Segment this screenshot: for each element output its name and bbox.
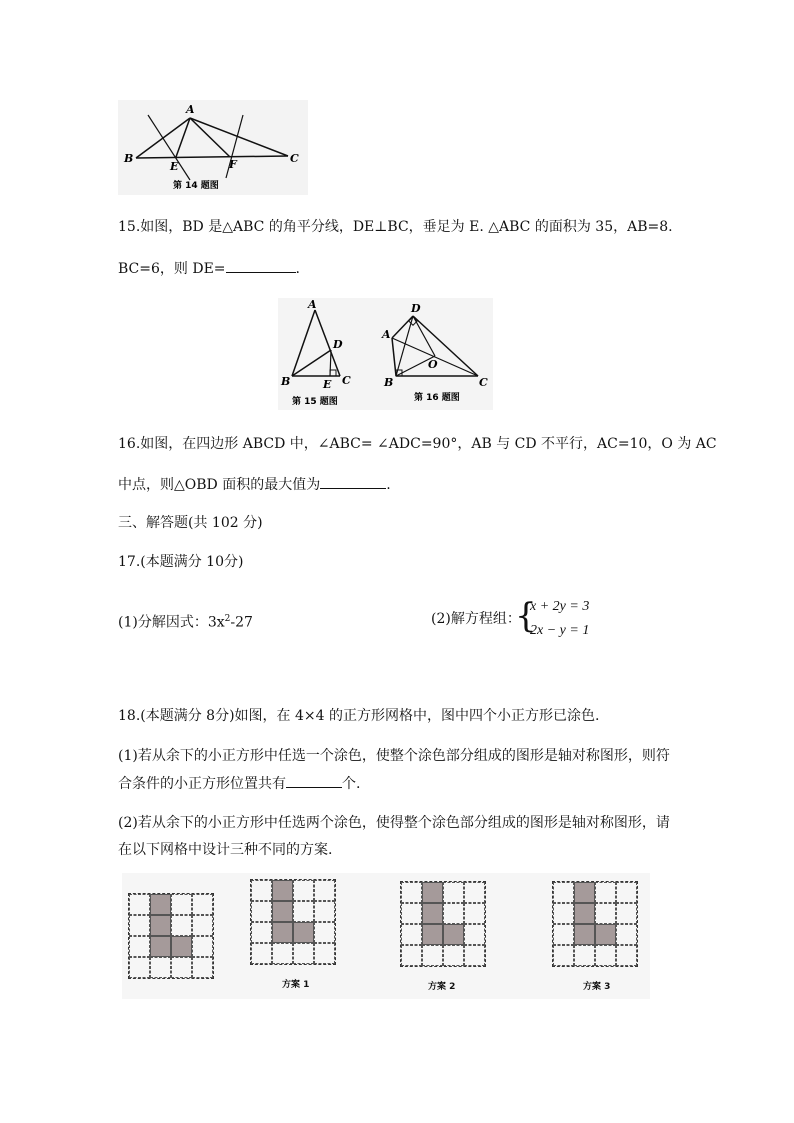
section3-title: 三、解答题(共 102 分)	[118, 515, 263, 531]
grid-cell-shaded[interactable]	[272, 880, 293, 901]
grid-cell	[192, 936, 213, 957]
fig16-label-o: O	[428, 358, 438, 371]
fig15-label-d: D	[333, 338, 343, 351]
grid-cell[interactable]	[616, 903, 637, 924]
fig14-label-b: B	[124, 152, 134, 165]
grid-cell-shaded[interactable]	[443, 924, 464, 945]
q17-part1	[118, 609, 253, 633]
grid-cell	[171, 957, 192, 978]
fig15-label-e: E	[323, 378, 332, 391]
grid-cell[interactable]	[401, 882, 422, 903]
q17-equation-2: 2x − y = 1	[530, 623, 590, 638]
q18-p1-line2-text: 合条件的小正方形位置共有	[118, 776, 286, 792]
q16-line2-end: .	[386, 477, 391, 493]
grid-cell[interactable]	[616, 882, 637, 903]
grid-original	[128, 893, 214, 979]
grid-scheme-2[interactable]	[400, 881, 486, 967]
grid-scheme-1[interactable]	[250, 879, 336, 965]
fig16-label-d: D	[411, 302, 421, 315]
q18-header: 18.(本题满分 8分)如图，在 4×4 的正方形网格中，图中四个小正方形已涂色.	[118, 708, 600, 724]
scheme-2-caption: 方案 2	[428, 982, 456, 992]
q18-answer-blank[interactable]	[286, 773, 342, 788]
q17-equation-1: x + 2y = 3	[530, 599, 590, 614]
grid-cell[interactable]	[422, 945, 443, 966]
grid-cell[interactable]	[401, 903, 422, 924]
fig15-label-c: C	[342, 374, 351, 387]
fig14-label-e: E	[170, 160, 179, 173]
grid-cell	[192, 915, 213, 936]
grid-cell-shaded[interactable]	[272, 901, 293, 922]
q18-p2-line1: (2)若从余下的小正方形中任选两个涂色，使得整个涂色部分组成的图形是轴对称图形，请	[118, 815, 670, 831]
q16-line2-text: 中点，则△OBD 面积的最大值为	[118, 477, 321, 493]
grid-cell-shaded	[171, 936, 192, 957]
fig16-label-c: C	[479, 376, 488, 389]
grid-cell[interactable]	[595, 945, 616, 966]
fig15-label-a: A	[308, 298, 317, 311]
grid-cell[interactable]	[443, 882, 464, 903]
grid-cell[interactable]	[314, 901, 335, 922]
grid-cell[interactable]	[314, 922, 335, 943]
grid-cell[interactable]	[251, 901, 272, 922]
figure-15-16	[278, 298, 493, 410]
grid-cell[interactable]	[553, 903, 574, 924]
grid-cell	[129, 936, 150, 957]
fig14-label-a: A	[186, 103, 195, 116]
q16-line2	[118, 474, 391, 495]
fig14-label-f: F	[229, 158, 237, 171]
grid-cell[interactable]	[293, 880, 314, 901]
grid-cell[interactable]	[616, 924, 637, 945]
grid-cell[interactable]	[553, 924, 574, 945]
grid-cell[interactable]	[251, 943, 272, 964]
q17-part1-exponent: 2	[224, 614, 231, 624]
grid-cell-shaded	[150, 894, 171, 915]
grid-cell	[171, 915, 192, 936]
q15-line2	[118, 258, 300, 279]
fig15-label-b: B	[281, 375, 291, 388]
q15-line2-text: BC=6，则 DE=	[118, 261, 226, 277]
grid-cell[interactable]	[574, 945, 595, 966]
q18-p1-line1: (1)若从余下的小正方形中任选一个涂色，使整个涂色部分组成的图形是轴对称图形，则符	[118, 748, 670, 764]
grid-cell[interactable]	[464, 945, 485, 966]
grid-cell[interactable]	[293, 943, 314, 964]
grid-cell[interactable]	[616, 945, 637, 966]
q18-p1-line2-end: 个.	[342, 776, 361, 792]
grid-cell[interactable]	[595, 882, 616, 903]
grid-cell	[150, 957, 171, 978]
fig14-caption: 第 14 题图	[173, 181, 219, 191]
fig16-caption: 第 16 题图	[414, 393, 460, 403]
grid-cell[interactable]	[314, 880, 335, 901]
q18-p1-line2	[118, 773, 360, 794]
grid-cell[interactable]	[251, 880, 272, 901]
grid-cell-shaded[interactable]	[272, 922, 293, 943]
equation-brace: {	[515, 596, 537, 636]
fig15-caption: 第 15 题图	[292, 397, 338, 407]
q17-part1-label: (1)分解因式：3x	[118, 614, 225, 631]
grid-cell	[171, 894, 192, 915]
grid-cell[interactable]	[464, 924, 485, 945]
grid-cell[interactable]	[595, 903, 616, 924]
q17-part1-tail: -27	[230, 614, 253, 631]
grid-cell[interactable]	[553, 882, 574, 903]
figure-14	[118, 100, 308, 195]
q16-line1: 16.如图，在四边形 ABCD 中，∠ABC= ∠ADC=90°，AB 与 CD 不平行，AC=10，O 为 AC	[118, 436, 717, 452]
grid-cell[interactable]	[553, 945, 574, 966]
grid-cell[interactable]	[293, 901, 314, 922]
fig16-label-a: A	[382, 328, 391, 341]
q15-answer-blank[interactable]	[226, 258, 296, 273]
grid-cell[interactable]	[272, 943, 293, 964]
fig16-label-b: B	[384, 376, 394, 389]
grid-cell[interactable]	[464, 882, 485, 903]
grid-cell-shaded[interactable]	[595, 924, 616, 945]
grid-cell-shaded	[150, 936, 171, 957]
grid-cell	[129, 957, 150, 978]
q18-p2-line2: 在以下网格中设计三种不同的方案.	[118, 842, 333, 858]
grid-cell[interactable]	[251, 922, 272, 943]
grid-cell[interactable]	[464, 903, 485, 924]
grid-cell-shaded[interactable]	[574, 882, 595, 903]
grid-cell[interactable]	[443, 903, 464, 924]
grid-cell-shaded[interactable]	[422, 903, 443, 924]
grid-cell-shaded[interactable]	[293, 922, 314, 943]
grid-cell-shaded[interactable]	[574, 924, 595, 945]
grid-cell	[129, 894, 150, 915]
grid-cell[interactable]	[401, 924, 422, 945]
q16-answer-blank[interactable]	[320, 474, 386, 489]
scheme-1-caption: 方案 1	[282, 980, 310, 990]
grid-cell[interactable]	[443, 945, 464, 966]
q15-line1: 15.如图，BD 是△ABC 的角平分线，DE⊥BC，垂足为 E. △ABC 的面积为 35，AB=8.	[118, 219, 673, 235]
grid-scheme-3[interactable]	[552, 881, 638, 967]
grid-cell	[192, 957, 213, 978]
q15-line2-end: .	[295, 261, 300, 277]
grid-cell-shaded[interactable]	[422, 924, 443, 945]
q17-part2-label: (2)解方程组：	[431, 611, 521, 627]
q17-header: 17.(本题满分 10分)	[118, 554, 244, 570]
grid-cell[interactable]	[314, 943, 335, 964]
grid-cell-shaded[interactable]	[574, 903, 595, 924]
grid-cell	[129, 915, 150, 936]
grid-cell	[192, 894, 213, 915]
grid-cell-shaded[interactable]	[422, 882, 443, 903]
grid-cell[interactable]	[401, 945, 422, 966]
grid-cell-shaded	[150, 915, 171, 936]
scheme-3-caption: 方案 3	[583, 982, 611, 992]
fig14-label-c: C	[290, 152, 299, 165]
grid-figure-panel	[122, 873, 650, 999]
